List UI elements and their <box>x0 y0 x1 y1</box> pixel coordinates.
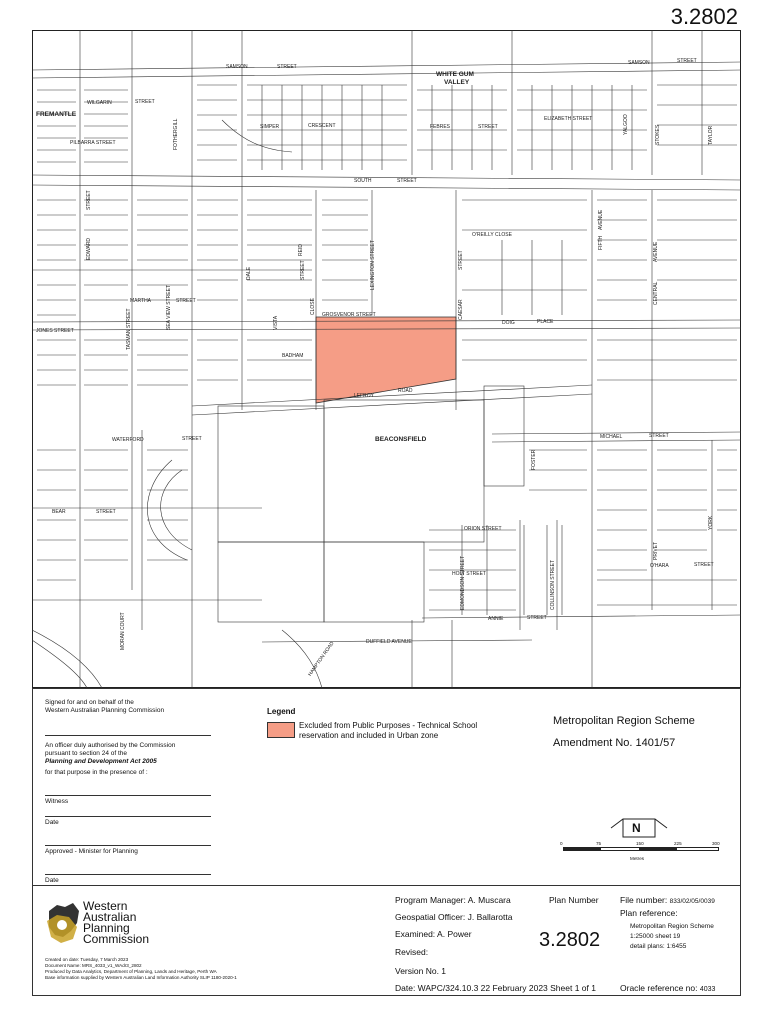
label-ohara: O'HARA <box>650 563 669 569</box>
created-date: Created on date: Tuesday, 7 March 2023 <box>45 957 129 962</box>
label-wilgarin-street: STREET <box>135 99 155 105</box>
signed-for-text: Signed for and on behalf of the <box>45 699 134 706</box>
scheme-name: Metropolitan Region Scheme <box>553 715 695 727</box>
label-fremantle: FREMANTLE <box>36 111 77 118</box>
purpose-text: for that purpose in the presence of : <box>45 769 148 776</box>
wapc-logo-icon <box>43 901 83 947</box>
plan-number-label: Plan Number <box>549 895 599 905</box>
label-valley: VALLEY <box>444 79 470 86</box>
file-number-value: 833/02/05/0039 <box>669 898 715 905</box>
label-central: CENTRAL <box>653 281 659 305</box>
document-name: Document Name: MRS_4033_v1_WAdr3_2802 <box>45 963 142 968</box>
label-dale: DALE <box>246 266 252 280</box>
label-sea-view-street: SEA VIEW STREET <box>166 284 172 330</box>
label-vista: VISTA <box>273 315 279 330</box>
label-martha-street: STREET <box>176 298 196 304</box>
label-stokes: STOKES <box>655 124 661 145</box>
label-street-v1: STREET <box>86 190 92 210</box>
label-holt-street: HOLT STREET <box>452 571 486 577</box>
label-grosvenor-street: GROSVENOR STREET <box>322 312 376 318</box>
program-manager: Program Manager: A. Muscara <box>395 895 511 905</box>
examined-by: Examined: A. Power <box>395 929 472 939</box>
label-ohara-street: STREET <box>694 562 714 568</box>
label-pilbarra-street: PILBARRA STREET <box>70 140 116 146</box>
label-beaconsfield: BEACONSFIELD <box>375 436 427 443</box>
label-caesar: CAESAR <box>458 299 464 320</box>
scale-unit: Metres <box>630 856 645 861</box>
label-white-gum: WHITE GUM <box>436 71 474 78</box>
officer-line-1: An officer duly authorised by the Commission <box>45 742 176 749</box>
title-panel <box>32 688 741 996</box>
wapc-line-3: Planning <box>83 921 130 935</box>
label-lexington-street: LEXINGTON STREET <box>370 240 376 290</box>
label-duffield-avenue: DUFFIELD AVENUE <box>366 639 412 645</box>
label-close: CLOSE <box>310 298 316 315</box>
scale-tick-300: 300 <box>712 841 720 846</box>
label-moran-court: MORAN COURT <box>120 612 126 650</box>
label-privet: PRIVET <box>653 541 659 560</box>
revised-label: Revised: <box>395 947 429 957</box>
label-jones-street: JONES STREET <box>36 328 74 334</box>
geospatial-officer: Geospatial Officer: J. Ballarotta <box>395 912 513 922</box>
plan-reference-label: Plan reference: <box>620 908 678 918</box>
label-foster: FOSTER <box>531 449 537 470</box>
signature-line-2 <box>45 795 211 796</box>
label-samson-w: SAMSON <box>226 64 248 70</box>
label-waterford-street: STREET <box>182 436 202 442</box>
label-lefroy: LEFROY <box>354 393 375 399</box>
wapc-line-2: Australian <box>83 910 137 924</box>
label-annie: ANNIE <box>488 616 504 622</box>
label-febres: FEBRES <box>430 124 451 130</box>
witness-label: Witness <box>45 798 69 805</box>
label-waterford: WATERFORD <box>112 437 144 443</box>
date-label-1: Date <box>45 819 59 826</box>
signature-block <box>45 699 245 715</box>
scale-bar <box>563 847 719 851</box>
label-edmondson-street: EDMONDSON STREET <box>460 555 466 610</box>
label-doig: DOIG <box>502 320 515 326</box>
signature-line-1 <box>45 735 211 736</box>
label-michael-street: STREET <box>649 433 669 439</box>
date-label-2: Date <box>45 877 59 884</box>
signature-line-4 <box>45 845 211 846</box>
signature-line-5 <box>45 874 211 875</box>
legend-swatch <box>267 722 295 738</box>
legend-item-line-1: Excluded from Public Purposes - Technical School <box>299 721 478 730</box>
label-martha: MARTHA <box>130 298 152 304</box>
wapc-line-1: Western <box>83 899 128 913</box>
label-samson-e: SAMSON <box>628 60 650 66</box>
label-collinson-street: COLLINSON STREET <box>550 559 556 610</box>
plan-ref-line-2: 1:25000 sheet 19 <box>630 933 681 940</box>
scale-tick-75: 75 <box>596 841 602 846</box>
legend-item-line-2: reservation and included in Urban zone <box>299 731 439 740</box>
north-label: N <box>632 821 641 835</box>
label-fothergill: FOTHERGILL <box>173 118 179 150</box>
oracle-caption: Oracle reference no: <box>620 983 698 993</box>
sheet-number: 3.2802 <box>670 4 738 29</box>
signature-line-3 <box>45 816 211 817</box>
file-number-caption: File number: <box>620 895 668 905</box>
label-orion-street: ORION STREET <box>464 526 502 532</box>
label-central-avenue: AVENUE <box>653 241 659 262</box>
label-wilgarin: WILGARIN <box>87 100 112 106</box>
plan-number: 3.2802 <box>539 929 601 951</box>
plan-reference <box>630 922 714 952</box>
label-south-street: STREET <box>397 178 417 184</box>
label-york: YORK <box>708 515 714 530</box>
label-caesar-street: STREET <box>458 250 464 270</box>
plan-ref-line-3: detail plans: 1:6455 <box>630 943 687 950</box>
cadastral-map <box>32 30 741 688</box>
approved-label: Approved - Minister for Planning <box>45 848 138 855</box>
label-simper: SIMPER <box>260 124 280 130</box>
act-name: Planning and Development Act 2005 <box>45 758 157 765</box>
label-crescent: CRESCENT <box>308 123 336 129</box>
label-reid: REID <box>298 244 304 256</box>
label-samson-street-w: STREET <box>277 64 297 70</box>
wapc-line-4: Commission <box>83 932 150 946</box>
amendment-number: Amendment No. 1401/57 <box>553 737 676 749</box>
label-fifth: FIFTH <box>598 235 604 250</box>
label-taylor: TAYLOR <box>708 125 714 145</box>
base-info: Base information supplied by Western Australian Land Information Authority SLIP 1180-2020-1 <box>45 975 237 980</box>
label-place: PLACE <box>537 319 554 325</box>
label-south: SOUTH <box>354 178 372 184</box>
label-edward: EDWARD <box>86 237 92 260</box>
label-samson-street-e: STREET <box>677 58 697 64</box>
officer-line-2: pursuant to section 24 of the <box>45 750 128 757</box>
label-badham: BADHAM <box>282 353 304 359</box>
legend-item <box>299 721 477 741</box>
label-elizabeth-street: ELIZABETH STREET <box>544 116 593 122</box>
wapc-wordmark <box>83 901 149 945</box>
oracle-reference <box>620 983 715 993</box>
plan-date: Date: WAPC/324.10.3 22 February 2023 Sheet 1 of 1 <box>395 983 596 993</box>
version-number: Version No. 1 <box>395 966 447 976</box>
label-bear: BEAR <box>52 509 66 515</box>
label-bear-street: STREET <box>96 509 116 515</box>
file-number-label <box>620 895 715 905</box>
officer-block <box>45 742 245 777</box>
label-annie-street: STREET <box>527 615 547 621</box>
label-hampton-road: HAMPTON ROAD <box>307 640 336 678</box>
title-divider <box>33 885 740 886</box>
label-tasman-street: TASMAN STREET <box>126 308 132 350</box>
produced-by: Produced by Data Analytics, Department of Planning, Lands and Heritage, Perth WA <box>45 969 217 974</box>
plan-ref-line-1: Metropolitan Region Scheme <box>630 923 714 930</box>
label-michael: MICHAEL <box>600 434 623 440</box>
commission-text: Western Australian Planning Commission <box>45 707 165 714</box>
document-metadata <box>45 957 315 981</box>
scale-tick-150: 150 <box>636 841 644 846</box>
legend-title: Legend <box>267 707 296 716</box>
label-reid-street: STREET <box>300 260 306 280</box>
label-oreilly-close: O'REILLY CLOSE <box>472 232 512 238</box>
oracle-number: 4033 <box>699 986 716 993</box>
label-fifth-avenue: AVENUE <box>598 209 604 230</box>
scale-tick-225: 225 <box>674 841 682 846</box>
scale-tick-0: 0 <box>560 841 563 846</box>
label-road: ROAD <box>398 388 413 394</box>
label-yalgoo: YALGOO <box>623 114 629 135</box>
label-febres-street: STREET <box>478 124 498 130</box>
